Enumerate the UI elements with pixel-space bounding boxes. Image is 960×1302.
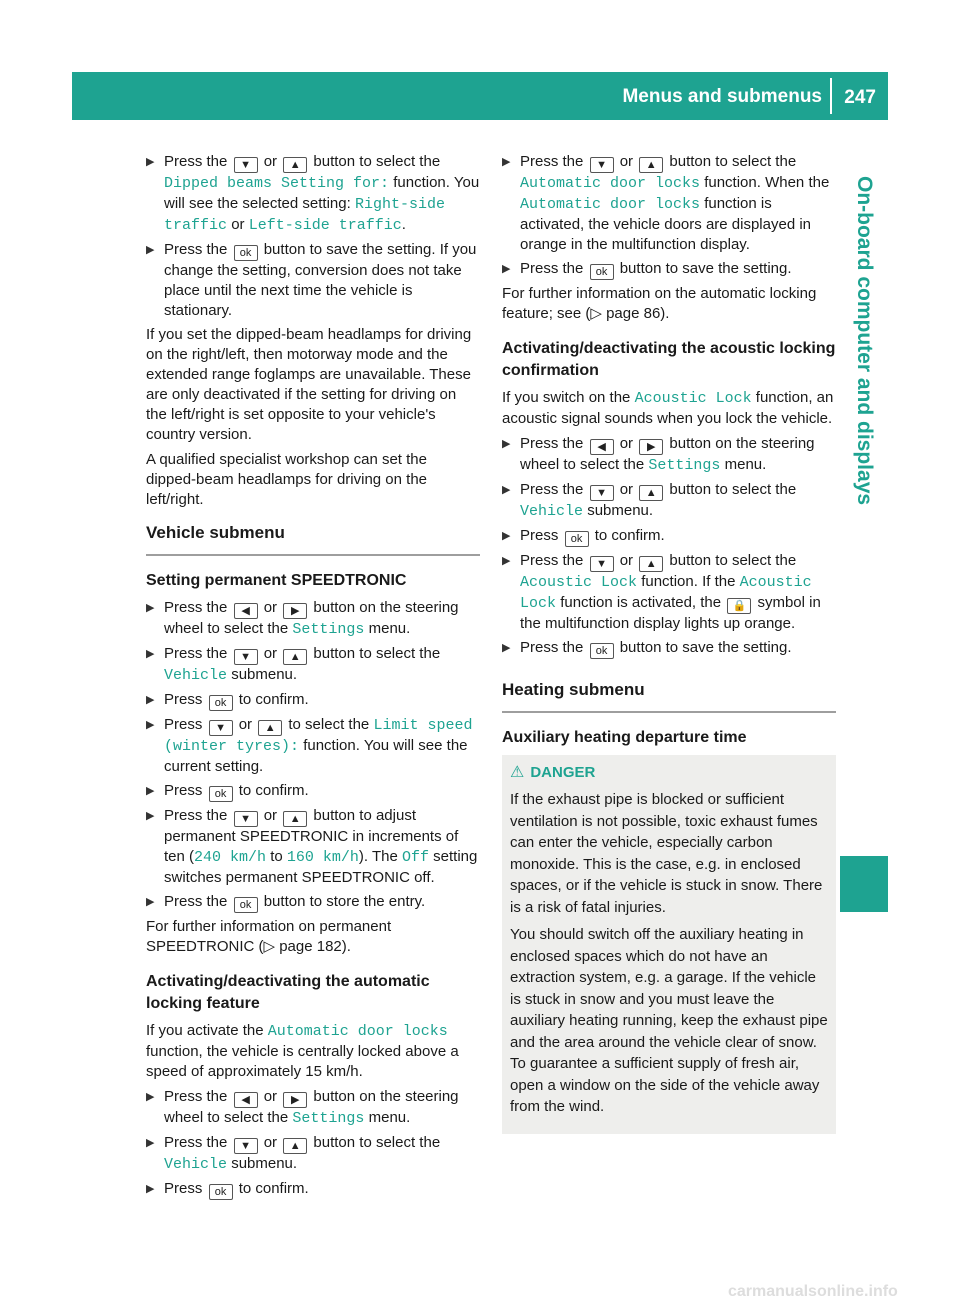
- up-key-icon: ▲: [283, 649, 307, 665]
- header-bar: [72, 72, 888, 120]
- down-key-icon: ▼: [590, 556, 614, 572]
- value-240: 240 km/h: [194, 849, 267, 866]
- function-automatic-door-locks: Automatic door locks: [520, 196, 701, 213]
- down-key-icon: ▼: [234, 1138, 258, 1154]
- ok-key-icon: ok: [234, 897, 258, 913]
- menu-settings: Settings: [292, 621, 365, 638]
- page-section-title: Menus and submenus: [622, 86, 822, 107]
- submenu-vehicle: Vehicle: [520, 503, 584, 520]
- lock-symbol-icon: 🔒: [727, 598, 751, 614]
- step: ▶ Press ok to confirm.: [502, 526, 836, 547]
- subheading-speedtronic: Setting permanent SPEEDTRONIC: [146, 572, 407, 589]
- step: ▶ Press the ▼ or ▲ button to adjust permanent SPEEDTRONIC in increments of ten (240 km/h to 160 km/h). The Off setting switches permanent SPEEDTRONIC off.: [146, 806, 480, 888]
- subheading-acoustic-locking: Activating/deactivating the acoustic locking confirmation: [502, 340, 836, 379]
- ok-key-icon: ok: [565, 531, 589, 547]
- down-key-icon: ▼: [234, 157, 258, 173]
- paragraph: If you set the dipped-beam headlamps for driving on the right/left, then motorway mode and the extended range foglamps are unavailable. These are only deactivated if the setting for driving on the left/right is set opposite to your vehicle's country version.: [146, 326, 472, 443]
- subheading-automatic-locking: Activating/deactivating the automatic locking feature: [146, 973, 430, 1012]
- left-column: [146, 152, 480, 1204]
- right-key-icon: ▶: [283, 603, 307, 619]
- right-key-icon: ▶: [639, 439, 663, 455]
- submenu-vehicle: Vehicle: [164, 667, 228, 684]
- danger-warning-box: [502, 755, 836, 1134]
- function-acoustic-lock: Acoustic Lock: [520, 574, 638, 591]
- up-key-icon: ▲: [283, 157, 307, 173]
- left-key-icon: ◀: [234, 1092, 258, 1108]
- warning-triangle-icon: ⚠: [510, 764, 525, 781]
- watermark: carmanualsonline.info: [728, 1283, 898, 1300]
- step: ▶ Press the ◀ or ▶ button on the steering wheel to select the Settings menu.: [502, 434, 836, 476]
- down-key-icon: ▼: [209, 720, 233, 736]
- chapter-marker-block: [840, 856, 888, 912]
- section-heading-heating-submenu: Heating submenu: [502, 679, 836, 713]
- function-automatic-door-locks: Automatic door locks: [267, 1023, 448, 1040]
- menu-settings: Settings: [648, 457, 721, 474]
- paragraph: A qualified specialist workshop can set the dipped-beam headlamps for driving on the left/right.: [146, 451, 428, 508]
- step: ▶ Press the ok button to save the setting.: [502, 259, 836, 280]
- ok-key-icon: ok: [590, 643, 614, 659]
- up-key-icon: ▲: [283, 811, 307, 827]
- value-160: 160 km/h: [286, 849, 359, 866]
- function-limit-speed: Limit speed (winter tyres):: [164, 717, 473, 755]
- danger-text: You should switch off the auxiliary heating in enclosed spaces which do not have an extraction system, e.g. a garage. If the vehicle is stuck in snow and you must leave the auxiliary heating running, keep the exhaust pipe and the area around the vehicle clear of snow. To guarantee a sufficient supply of fresh air, open a window on the side of the vehicle away from the wind.: [510, 926, 828, 1115]
- up-key-icon: ▲: [258, 720, 282, 736]
- step: ▶ Press ok to confirm.: [146, 690, 480, 711]
- menu-settings: Settings: [292, 1110, 365, 1127]
- step: ▶ Press the ▼ or ▲ button to select the Acoustic Lock function. If the Acoustic Lock function is activated, the 🔒 symbol in the multifunction display lights up orange.: [502, 551, 836, 634]
- ok-key-icon: ok: [209, 786, 233, 802]
- function-automatic-door-locks: Automatic door locks: [520, 175, 701, 192]
- step: ▶ Press the ▼ or ▲ button to select the Automatic door locks function. When the Automatic door locks function is activated, the vehicle doors are displayed in orange in the multifunction display.: [502, 152, 836, 255]
- ok-key-icon: ok: [590, 264, 614, 280]
- step-select-dipped-beams: ▶ Press the ▼ or ▲ button to select the Dipped beams Setting for: function. You will see the selected setting: Right-side traffic or Left-side traffic.: [146, 152, 480, 236]
- submenu-vehicle: Vehicle: [164, 1156, 228, 1173]
- value-off: Off: [401, 849, 429, 866]
- left-key-icon: ◀: [590, 439, 614, 455]
- up-key-icon: ▲: [639, 556, 663, 572]
- chapter-title: On-board computer and displays: [853, 176, 876, 506]
- setting-left-side-traffic: Left-side traffic: [248, 217, 402, 234]
- step: ▶ Press ok to confirm.: [146, 1179, 480, 1200]
- danger-text: If the exhaust pipe is blocked or sufficient ventilation is not possible, toxic exhaust fumes can enter the vehicle, especially carbon monoxide. This is the case, e.g. in enclosed spaces, or if the vehicle is stuck in snow. There is a risk of fatal injuries.: [510, 791, 823, 916]
- ok-key-icon: ok: [209, 1184, 233, 1200]
- step: ▶ Press the ▼ or ▲ button to select the Vehicle submenu.: [502, 480, 836, 522]
- right-key-icon: ▶: [283, 1092, 307, 1108]
- down-key-icon: ▼: [234, 649, 258, 665]
- chapter-side-tab: [840, 176, 888, 656]
- paragraph: If you switch on the Acoustic Lock function, an acoustic signal sounds when you lock the vehicle.: [502, 389, 834, 427]
- step: ▶ Press ok to confirm.: [146, 781, 480, 802]
- down-key-icon: ▼: [590, 485, 614, 501]
- paragraph: For further information on permanent SPEEDTRONIC (▷ page 182).: [146, 918, 392, 955]
- up-key-icon: ▲: [639, 485, 663, 501]
- down-key-icon: ▼: [234, 811, 258, 827]
- step: ▶ Press the ▼ or ▲ button to select the Vehicle submenu.: [146, 644, 480, 686]
- step-save-setting: ▶ Press the ok button to save the setting. If you change the setting, conversion does not take place until the next time the vehicle is stationary.: [146, 240, 480, 321]
- danger-label: DANGER: [530, 764, 596, 781]
- step: ▶ Press the ◀ or ▶ button on the steering wheel to select the Settings menu.: [146, 598, 480, 640]
- step: ▶ Press the ◀ or ▶ button on the steering wheel to select the Settings menu.: [146, 1087, 480, 1129]
- section-heading-vehicle-submenu: Vehicle submenu: [146, 522, 480, 556]
- right-column: [502, 152, 836, 1134]
- step: ▶ Press the ok button to save the setting.: [502, 638, 836, 659]
- ok-key-icon: ok: [209, 695, 233, 711]
- function-acoustic-lock: Acoustic Lock: [520, 574, 812, 612]
- page-number: 247: [844, 87, 876, 108]
- paragraph: If you activate the Automatic door locks function, the vehicle is centrally locked above a speed of approximately 15 km/h.: [146, 1022, 459, 1080]
- setting-right-side-traffic: Right-side traffic: [164, 196, 445, 234]
- step: ▶ Press the ▼ or ▲ button to select the Vehicle submenu.: [146, 1133, 480, 1175]
- up-key-icon: ▲: [639, 157, 663, 173]
- step: ▶ Press ▼ or ▲ to select the Limit speed (winter tyres): function. You will see the current setting.: [146, 715, 480, 777]
- header-divider: [830, 78, 832, 114]
- subheading-auxiliary-heating: Auxiliary heating departure time: [502, 729, 747, 746]
- paragraph: For further information on the automatic locking feature; see (▷ page 86).: [502, 285, 817, 322]
- function-acoustic-lock: Acoustic Lock: [634, 390, 752, 407]
- danger-heading: [510, 763, 828, 783]
- menu-item-dipped-beams: Dipped beams Setting for:: [164, 175, 390, 192]
- ok-key-icon: ok: [234, 245, 258, 261]
- step: ▶ Press the ok button to store the entry.: [146, 892, 480, 913]
- down-key-icon: ▼: [590, 157, 614, 173]
- up-key-icon: ▲: [283, 1138, 307, 1154]
- left-key-icon: ◀: [234, 603, 258, 619]
